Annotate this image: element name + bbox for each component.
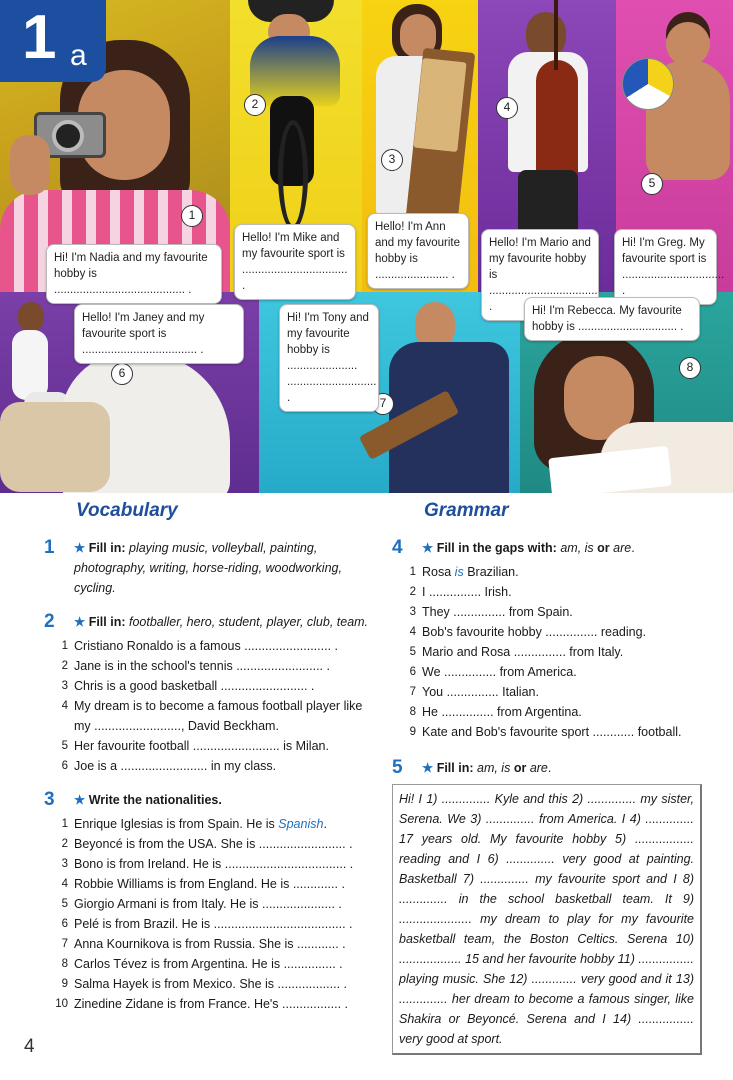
- speech-bubble-mike: Hello! I'm Mike and my favourite sport is ................................. .: [234, 224, 356, 300]
- photo-number-1: 1: [181, 205, 203, 227]
- list-item: 6 Pelé is from Brazil. He is ...................................... .: [61, 917, 353, 931]
- list-item: 7 You ............... Italian.: [409, 685, 539, 699]
- list-item: 4 Robbie Williams is from England. He is ............. .: [61, 877, 345, 891]
- exercise-instruction: ★ Fill in: playing music, volleyball, painting, photography, writing, horse-riding, woodworking, cycling.: [74, 541, 342, 595]
- list-item: 2 I ............... Irish.: [409, 585, 512, 599]
- exercise-instruction: ★ Fill in: am, is or are.: [422, 761, 552, 775]
- list-item: 1 Rosa is Brazilian.: [409, 565, 519, 579]
- exercise-items: [54, 636, 370, 776]
- speech-bubble-ann: Hello! I'm Ann and my favourite hobby is ....................... .: [367, 213, 469, 289]
- star-icon: ★: [74, 541, 86, 555]
- grammar-title: Grammar: [424, 500, 509, 521]
- list-item: 5 Giorgio Armani is from Italy. He is ..................... .: [61, 897, 342, 911]
- gap-fill-text: Hi! I 1) .............. Kyle and this 2) .............. my sister, Serena. We 3) .............. from America. I 4) .............. 17 years old. My favourite hobby 5) ................. reading and I 6) .............. very good at painting. Basketball 7) .............. my favourite sport and I 8) .............. in the school basketball team. It 9) ..................... my dream to play for my favourite basketball team, the Boston Celtics. Serena 10) .................. 15 and her favourite hobby 11) ................ playing music. She 12) ............. very good and it 13) .............. her dream to become a famous singer, like Shakira or Beyoncé. Serena and I 14) ................ very good at sport.: [392, 784, 702, 1055]
- word-list: footballer, hero, student, player, club, team.: [129, 615, 369, 629]
- list-item: 3 They ............... from Spain.: [409, 605, 573, 619]
- photo-number-2: 2: [244, 94, 266, 116]
- exercise-number: 1: [44, 537, 55, 558]
- photo-number-3: 3: [381, 149, 403, 171]
- page-number: 4: [24, 1036, 35, 1057]
- list-item: 5 Her favourite football ......................... is Milan.: [61, 739, 329, 753]
- exercise-instruction: ★ Fill in the gaps with: am, is or are.: [422, 541, 635, 555]
- unit-badge: [0, 0, 106, 82]
- list-item: 3 Bono is from Ireland. He is ................................... .: [61, 857, 354, 871]
- speech-bubble-janey: Hello! I'm Janey and my favourite sport is .................................... .: [74, 304, 244, 364]
- exercise-1: [40, 538, 370, 598]
- star-icon: ★: [74, 793, 86, 807]
- list-item: 4 Bob's favourite hobby ............... reading.: [409, 625, 647, 639]
- speech-bubble-nadia: Hi! I'm Nadia and my favourite hobby is ......................................... .: [46, 244, 222, 304]
- example-answer: Spanish: [278, 817, 324, 831]
- exercise-instruction: ★ Fill in: footballer, hero, student, player, club, team.: [74, 615, 369, 629]
- word-list: playing music, volleyball, painting, photography, writing, horse-riding, woodworking, cycling.: [74, 541, 342, 595]
- exercise-instruction: ★ Write the nationalities.: [74, 793, 222, 807]
- star-icon: ★: [74, 615, 86, 629]
- list-item: 10 Zinedine Zidane is from France. He's ................. .: [55, 997, 349, 1011]
- list-item: 1 Enrique Iglesias is from Spain. He is Spanish.: [61, 817, 327, 831]
- unit-number: 1: [22, 3, 57, 72]
- exercise-4: [388, 538, 718, 742]
- list-item: 4 My dream is to become a famous football player like my ........................., David Beckham.: [61, 699, 363, 733]
- unit-letter: a: [70, 39, 87, 72]
- photo-number-6: 6: [111, 363, 133, 385]
- speech-bubble-mario: Hello! I'm Mario and my favourite hobby is .................................. .: [481, 229, 599, 321]
- list-item: 2 Beyoncé is from the USA. She is ......................... .: [61, 837, 353, 851]
- exercise-number: 2: [44, 611, 55, 632]
- list-item: 1 Cristiano Ronaldo is a famous ......................... .: [61, 639, 338, 653]
- list-item: 9 Kate and Bob's favourite sport ............ football.: [409, 725, 682, 739]
- list-item: 3 Chris is a good basketball ......................... .: [61, 679, 315, 693]
- list-item: 8 He ............... from Argentina.: [409, 705, 582, 719]
- speech-bubble-greg: Hi! I'm Greg. My favourite sport is ................................ .: [614, 229, 717, 305]
- photo-number-5: 5: [641, 173, 663, 195]
- photo-collage: [0, 0, 733, 493]
- exercise-number: 4: [392, 537, 403, 558]
- list-item: 8 Carlos Tévez is from Argentina. He is ............... .: [61, 957, 343, 971]
- list-item: 6 Joe is a ......................... in my class.: [61, 759, 277, 773]
- photo-number-7: 7: [372, 393, 394, 415]
- star-icon: ★: [422, 761, 434, 775]
- exercise-3: [40, 790, 370, 1014]
- photo-number-8: 8: [679, 357, 701, 379]
- exercise-number: 5: [392, 757, 403, 778]
- exercise-5: [388, 758, 718, 1055]
- list-item: 2 Jane is in the school's tennis ......................... .: [61, 659, 330, 673]
- grammar-section: [388, 496, 718, 1055]
- list-item: 9 Salma Hayek is from Mexico. She is .................. .: [61, 977, 347, 991]
- photo-number-4: 4: [496, 97, 518, 119]
- exercise-items: [402, 562, 718, 742]
- list-item: 5 Mario and Rosa ............... from Italy.: [409, 645, 624, 659]
- star-icon: ★: [422, 541, 434, 555]
- example-answer: is: [454, 565, 464, 579]
- exercise-number: 3: [44, 789, 55, 810]
- exercise-2: [40, 612, 370, 776]
- exercise-items: [54, 814, 370, 1014]
- vocabulary-title: Vocabulary: [76, 500, 178, 521]
- list-item: 6 We ............... from America.: [409, 665, 577, 679]
- vocabulary-section: [40, 496, 370, 1014]
- speech-bubble-rebecca: Hi! I'm Rebecca. My favourite hobby is ............................... .: [524, 297, 700, 341]
- list-item: 7 Anna Kournikova is from Russia. She is ............ .: [61, 937, 346, 951]
- speech-bubble-tony: Hi! I'm Tony and my favourite hobby is ...................... ............................ .: [279, 304, 379, 412]
